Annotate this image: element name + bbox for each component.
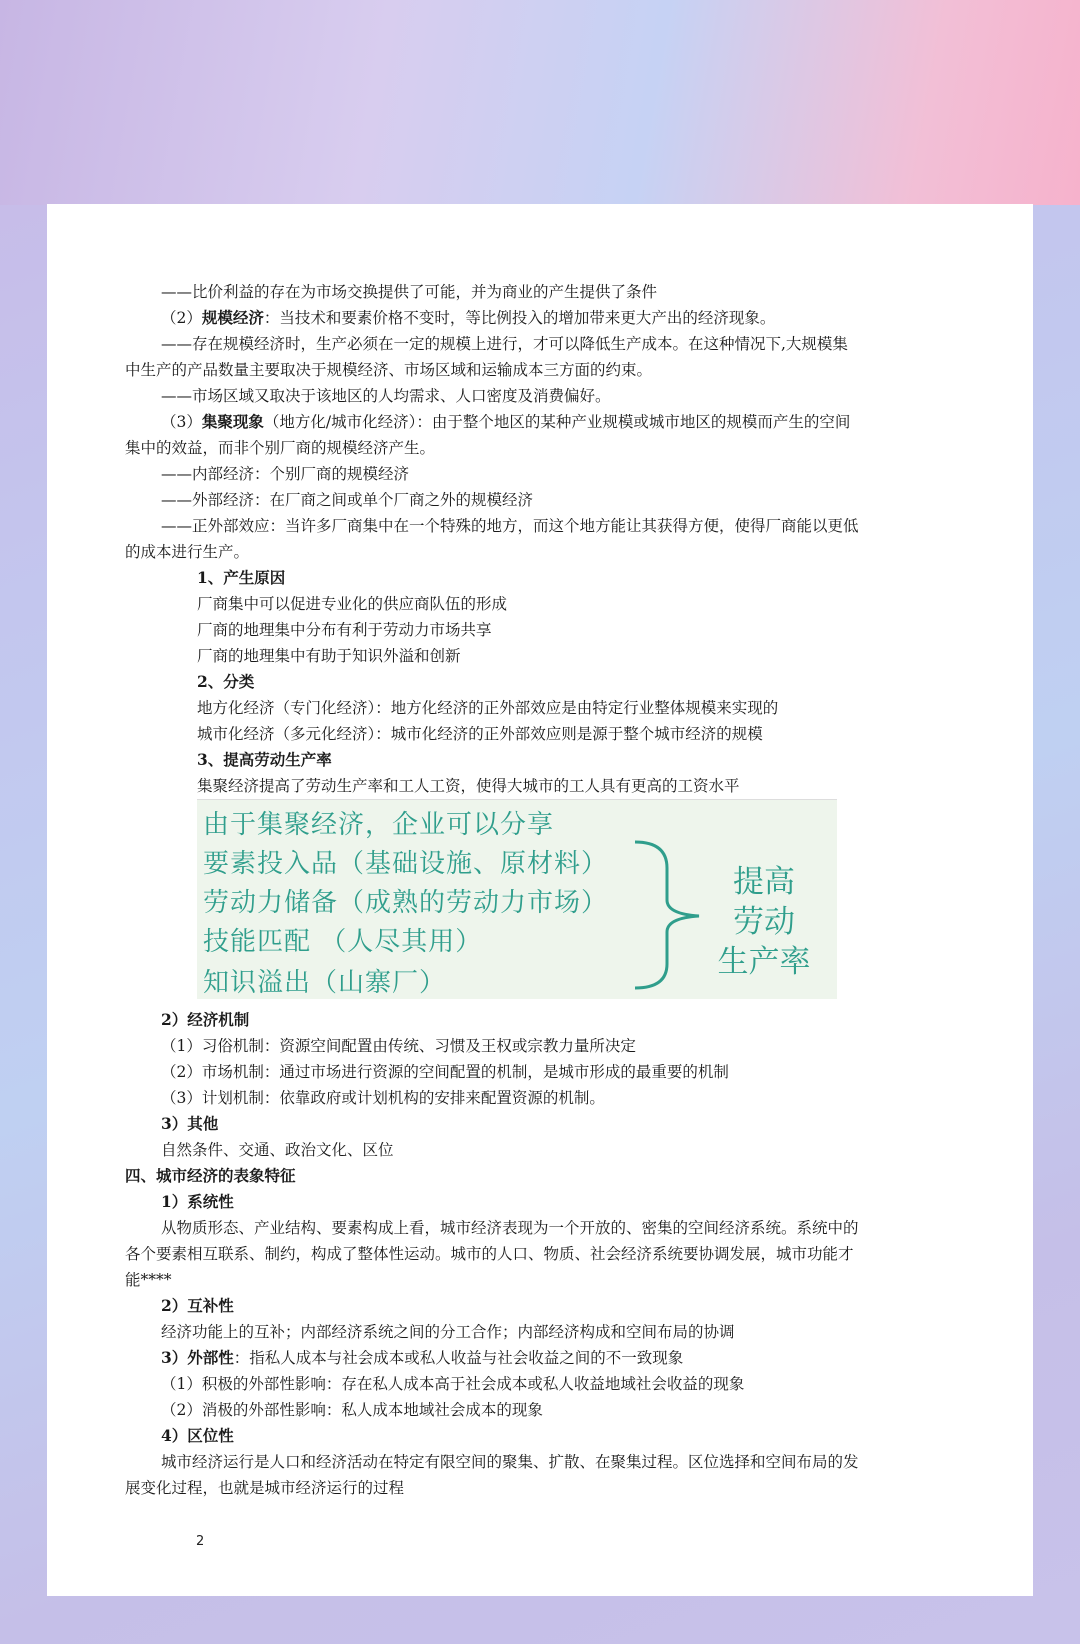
text-line [161, 1322, 735, 1342]
text-line [161, 1426, 234, 1446]
line-text: 自然条件、交通、政治文化、区位 [161, 1141, 394, 1159]
text-line [125, 542, 249, 562]
text-line [125, 438, 435, 458]
line-text: 的成本进行生产。 [125, 543, 250, 561]
text-line [197, 776, 740, 796]
text-line [161, 1400, 543, 1420]
text-line [125, 1478, 404, 1498]
text-line [161, 464, 409, 484]
line-text: 厂商集中可以促进专业化的供应商队伍的形成 [197, 595, 508, 613]
line-text: 城市经济运行是人口和经济活动在特定有限空间的聚集、扩散、在聚集过程。区位选择和空间布局的发 [161, 1453, 859, 1471]
line-text: 地方化经济（专门化经济）：地方化经济的正外部效应是由特定行业整体规模来实现的 [197, 699, 779, 717]
line-text: 展变化过程，也就是城市经济运行的过程 [125, 1479, 405, 1497]
document-page [47, 204, 1033, 1596]
line-text: 各个要素相互联系、制约，构成了整体性运动。城市的人口、物质、社会经济系统要协调发展，城市功能才 [125, 1245, 854, 1263]
line-bold: 1）系统性 [161, 1192, 234, 1211]
line-text: （2）消极的外部性影响：私人成本地域社会成本的现象 [161, 1401, 543, 1419]
text-line [161, 1348, 683, 1368]
text-line [197, 620, 492, 640]
line-text: （1）积极的外部性影响：存在私人成本高于社会成本或私人收益地域社会收益的现象 [161, 1375, 745, 1393]
text-line [197, 750, 332, 770]
line-text: 经济功能上的互补；内部经济系统之间的分工合作；内部经济构成和空间布局的协调 [161, 1323, 735, 1341]
text-line [197, 594, 507, 614]
text-line [161, 1010, 249, 1030]
line-bold: 4）区位性 [161, 1426, 234, 1445]
text-line [197, 724, 763, 744]
line-bold: 四、城市经济的表象特征 [125, 1166, 296, 1185]
diagram-right-line: 提高 [733, 864, 795, 900]
line-text: 集聚经济提高了劳动生产率和工人工资，使得大城市的工人具有更高的工资水平 [197, 777, 740, 795]
text-line [161, 1296, 234, 1316]
text-line [161, 1114, 218, 1134]
text-line [125, 1270, 172, 1290]
line-prefix: （2） [161, 309, 202, 327]
line-text: 能**** [125, 1271, 172, 1289]
line-text: ——正外部效应：当许多厂商集中在一个特殊的地方，而这个地方能让其获得方便，使得厂商能以更低 [161, 517, 859, 535]
line-text: （地方化/城市化经济）：由于整个地区的某种产业规模或城市地区的规模而产生的空间 [263, 413, 851, 431]
top-gradient-band [0, 0, 1080, 205]
line-text: ——外部经济：在厂商之间或单个厂商之外的规模经济 [161, 491, 534, 509]
line-bold: 3）其他 [161, 1114, 219, 1133]
text-line [161, 1062, 729, 1082]
text-line [125, 1166, 296, 1186]
text-line [197, 698, 778, 718]
text-line [197, 646, 461, 666]
line-bold: 2）互补性 [161, 1296, 234, 1315]
text-line [161, 412, 850, 432]
text-line [161, 1374, 744, 1394]
line-text: （2）市场机制：通过市场进行资源的空间配置的机制，是城市形成的最重要的机制 [161, 1063, 729, 1081]
line-text: （3）计划机制：依靠政府或计划机构的安排来配置资源的机制。 [161, 1089, 605, 1107]
diagram-line: 由于集聚经济，企业可以分享 [203, 810, 555, 840]
text-line [161, 308, 775, 328]
text-line [161, 1192, 234, 1212]
text-line [197, 568, 285, 588]
line-text: ：指私人成本与社会成本或私人收益与社会收益之间的不一致现象 [233, 1349, 684, 1367]
line-text: 从物质形态、产业结构、要素构成上看，城市经济表现为一个开放的、密集的空间经济系统。系统中的 [161, 1219, 859, 1237]
text-line [161, 1452, 859, 1472]
text-line [161, 334, 848, 354]
line-bold: 2）经济机制 [161, 1010, 250, 1029]
text-line [161, 386, 611, 406]
text-line [161, 516, 859, 536]
line-text: 厂商的地理集中有助于知识外溢和创新 [197, 647, 461, 665]
line-text: 厂商的地理集中分布有利于劳动力市场共享 [197, 621, 492, 639]
text-line [125, 1244, 854, 1264]
line-bold: 规模经济 [201, 308, 264, 327]
line-bold: 3、提高劳动生产率 [197, 750, 332, 769]
line-bold: 1、产生原因 [197, 568, 286, 587]
line-text: 城市化经济（多元化经济）：城市化经济的正外部效应则是源于整个城市经济的规模 [197, 725, 763, 743]
agglomeration-diagram-image [197, 799, 837, 999]
text-line [161, 1036, 636, 1056]
diagram-line: 知识溢出（山寨厂） [203, 968, 447, 998]
page-number: 2 [196, 1534, 205, 1549]
line-bold: 集聚现象 [201, 412, 264, 431]
diagram-right-line: 劳动 [733, 904, 795, 940]
line-text: ——比价利益的存在为市场交换提供了可能，并为商业的产生提供了条件 [161, 283, 658, 301]
line-text: 集中的效益，而非个别厂商的规模经济产生。 [125, 439, 436, 457]
line-text: ——存在规模经济时，生产必须在一定的规模上进行，才可以降低生产成本。在这种情况下,大规模集 [161, 335, 848, 353]
text-line [125, 360, 652, 380]
text-line [161, 1218, 859, 1238]
text-line [161, 1088, 605, 1108]
line-prefix: （3） [161, 413, 202, 431]
line-text: （1）习俗机制：资源空间配置由传统、习惯及王权或宗教力量所决定 [161, 1037, 636, 1055]
text-line [197, 672, 254, 692]
text-line [161, 490, 533, 510]
text-line [161, 1140, 394, 1160]
text-line [161, 282, 657, 302]
curly-brace-icon [627, 838, 707, 993]
diagram-line: 劳动力储备（成熟的劳动力市场） [203, 888, 609, 918]
line-text: ——市场区域又取决于该地区的人均需求、人口密度及消费偏好。 [161, 387, 611, 405]
diagram-right-line: 生产率 [717, 944, 811, 980]
line-bold: 3）外部性 [161, 1348, 234, 1367]
line-text: ——内部经济：个别厂商的规模经济 [161, 465, 410, 483]
line-text: 中生产的产品数量主要取决于规模经济、市场区域和运输成本三方面的约束。 [125, 361, 653, 379]
diagram-line: 技能匹配 （人尽其用） [203, 927, 483, 957]
line-bold: 2、分类 [197, 672, 255, 691]
diagram-line: 要素投入品（基础设施、原材料） [203, 849, 609, 879]
line-text: ：当技术和要素价格不变时，等比例投入的增加带来更大产出的经济现象。 [263, 309, 776, 327]
